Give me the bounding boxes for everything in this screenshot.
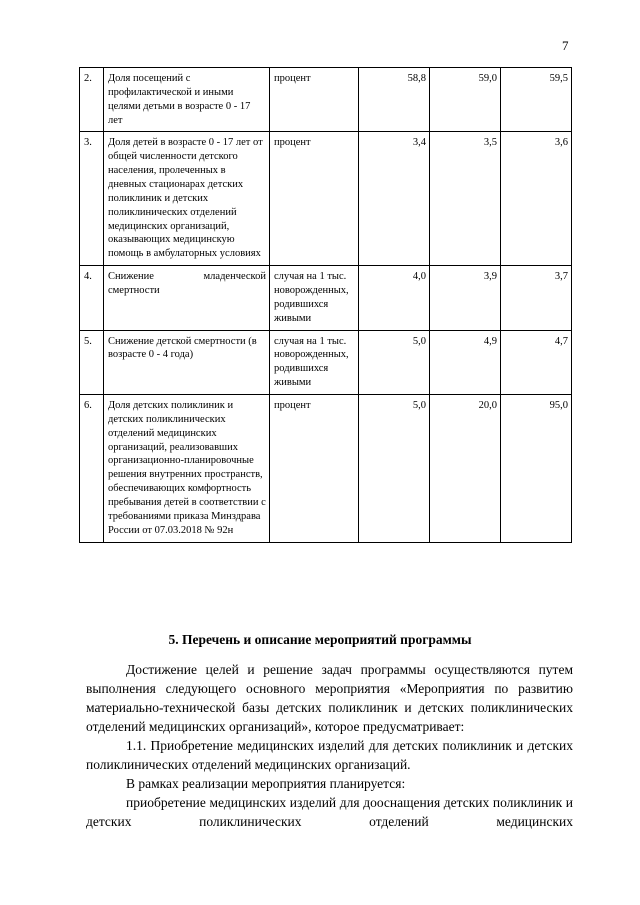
paragraph: В рамках реализации мероприятия планируется: [126, 776, 406, 791]
row-number: 5. [80, 330, 104, 394]
indicators-table [79, 67, 572, 543]
unit-of-measure: процент [270, 68, 359, 132]
row-number: 4. [80, 266, 104, 330]
page-number: 7 [562, 38, 569, 53]
row-number: 2. [80, 68, 104, 132]
row-number: 3. [80, 132, 104, 266]
value-year-3: 3,6 [501, 132, 572, 266]
value-year-3: 4,7 [501, 330, 572, 394]
value-year-3: 95,0 [501, 395, 572, 543]
table-row [80, 132, 572, 266]
value-year-2: 20,0 [430, 395, 501, 543]
value-year-1: 58,8 [359, 68, 430, 132]
value-year-1: 4,0 [359, 266, 430, 330]
value-year-2: 3,5 [430, 132, 501, 266]
indicator-name: Снижение младенческой смертности [104, 266, 270, 330]
value-year-3: 59,5 [501, 68, 572, 132]
value-year-2: 59,0 [430, 68, 501, 132]
value-year-2: 4,9 [430, 330, 501, 394]
section-heading: 5. Перечень и описание мероприятий программы [168, 632, 472, 647]
row-number: 6. [80, 395, 104, 543]
paragraph: Достижение целей и решение задач программы осуществляются путем выполнения следующего основного мероприятия «Мероприятия по развитию материально-технической базы детских поликлиник и детских поликлинических отделений медицинских организаций», которое предусматривает: [86, 662, 573, 734]
paragraph: 1.1. Приобретение медицинских изделий для детских поликлиник и детских поликлинических отделений медицинских организаций. [86, 738, 573, 772]
unit-of-measure: процент [270, 395, 359, 543]
table-row [80, 266, 572, 330]
indicator-name: Доля детей в возрасте 0 - 17 лет от общей численности детского населения, пролеченных в дневных стационарах детских поликлиник и детских поликлинических отделений медицинских организаций, оказывающих медицинскую помощь в амбулаторных условиях [104, 132, 270, 266]
indicator-name: Доля посещений с профилактической и иными целями детьми в возрасте 0 - 17 лет [104, 68, 270, 132]
value-year-1: 5,0 [359, 330, 430, 394]
section-body [86, 660, 573, 831]
value-year-3: 3,7 [501, 266, 572, 330]
unit-of-measure: случая на 1 тыс. новорожденных, родившихся живыми [270, 330, 359, 394]
paragraph: приобретение медицинских изделий для дооснащения детских поликлиник и детских поликлинических отделений медицинских [86, 795, 573, 829]
value-year-2: 3,9 [430, 266, 501, 330]
unit-of-measure: процент [270, 132, 359, 266]
value-year-1: 3,4 [359, 132, 430, 266]
table-row [80, 330, 572, 394]
table-row [80, 395, 572, 543]
table-row [80, 68, 572, 132]
value-year-1: 5,0 [359, 395, 430, 543]
indicator-name: Снижение детской смертности (в возрасте 0 - 4 года) [104, 330, 270, 394]
unit-of-measure: случая на 1 тыс. новорожденных, родившихся живыми [270, 266, 359, 330]
indicator-name: Доля детских поликлиник и детских поликлинических отделений медицинских организаций, реализовавших организационно-планировочные решения внутренних пространств, обеспечивающих комфортность пребывания детей в соответствии с требованиями приказа Минздрава России от 07.03.2018 № 92н [104, 395, 270, 543]
